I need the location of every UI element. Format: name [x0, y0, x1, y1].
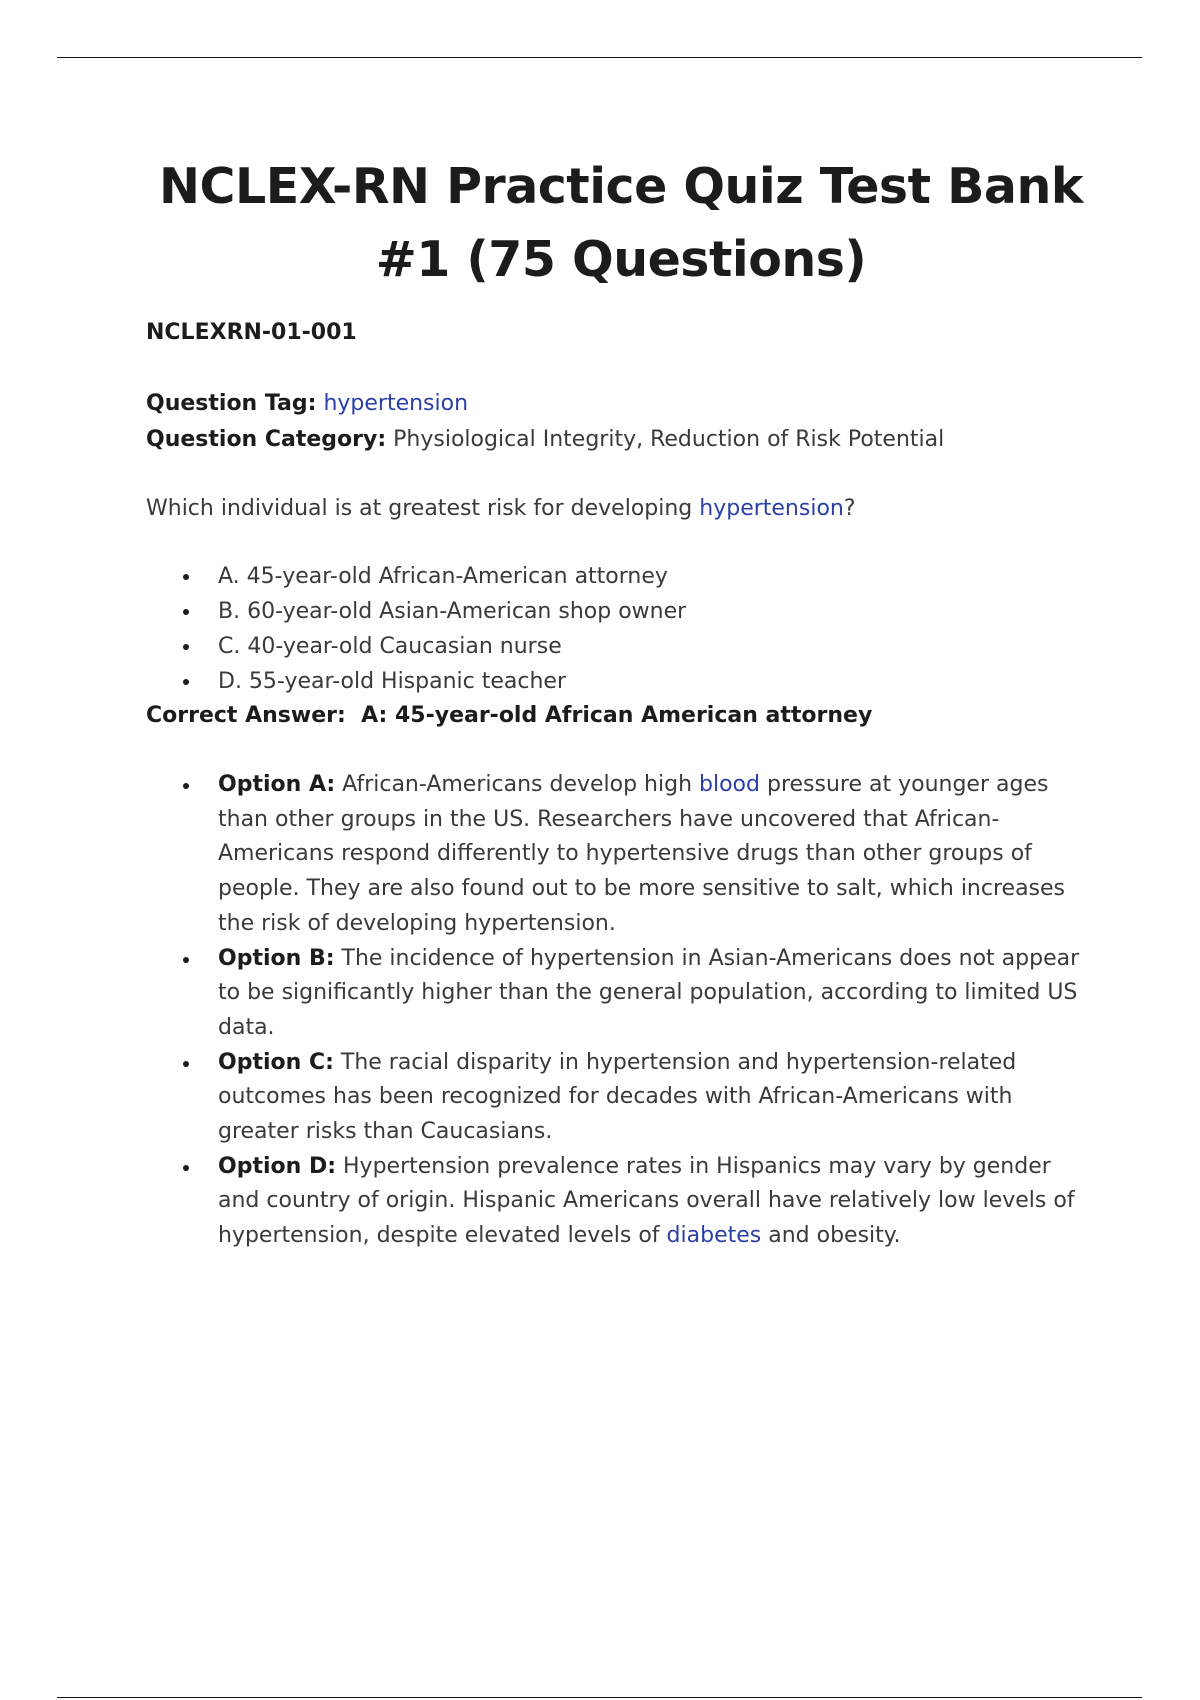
page-title: NCLEX-RN Practice Quiz Test Bank #1 (75 Questions)	[159, 158, 1083, 288]
rationale-option-d	[146, 1150, 1096, 1254]
question-category-value: Physiological Integrity, Reduction of Risk Potential	[393, 427, 945, 452]
rationale-text: and obesity.	[761, 1223, 901, 1249]
question-category-label: Question Category:	[146, 427, 387, 452]
rationale-text: The incidence of hypertension in Asian-Americans does not appear to be significantly higher than the general population, according to limited US data.	[218, 945, 1080, 1040]
rationale-option-a	[146, 768, 1096, 942]
question-text-after: ?	[843, 496, 856, 521]
choice-a: A. 45-year-old African-American attorney	[146, 559, 1096, 594]
rationale-label: Option A:	[218, 772, 336, 797]
choice-c: C. 40-year-old Caucasian nurse	[146, 629, 1096, 664]
rationale-text: The racial disparity in hypertension and hypertension-related outcomes has been recognized for decades with African-Americans with greater risks than Caucasians.	[218, 1049, 1017, 1145]
question-text	[146, 492, 1096, 526]
rationale-label: Option D:	[218, 1153, 337, 1179]
answer-choices	[146, 559, 1096, 699]
question-category-row	[146, 422, 1096, 458]
rationale-list	[146, 768, 1096, 1254]
rationale-text: pressure at younger ages than other groups in the US. Researchers have uncovered that African-Americans respond differently to hypertensive drugs than other groups of people. They are also found out to be more sensitive to salt, which increases the risk of developing hypertension.	[218, 772, 1066, 936]
question-meta	[146, 386, 1096, 458]
question-tag-link[interactable]: hypertension	[323, 391, 469, 416]
rationale-option-b	[146, 942, 1096, 1046]
top-divider	[57, 57, 1142, 58]
hypertension-link[interactable]: hypertension	[699, 496, 844, 521]
document-body	[146, 150, 1096, 1254]
rationale-label: Option B:	[218, 945, 335, 971]
choice-d: D. 55-year-old Hispanic teacher	[146, 664, 1096, 699]
question-tag-row	[146, 386, 1096, 422]
question-tag-label: Question Tag:	[146, 391, 317, 416]
blood-link[interactable]: blood	[699, 772, 760, 797]
diabetes-link[interactable]: diabetes	[666, 1223, 762, 1249]
bottom-divider	[57, 1697, 1142, 1698]
rationale-label: Option C:	[218, 1049, 334, 1075]
question-text-before: Which individual is at greatest risk for developing	[146, 496, 700, 521]
choice-b: B. 60-year-old Asian-American shop owner	[146, 594, 1096, 629]
rationale-text: Hypertension prevalence rates in Hispanics may vary by gender and country of origin. Hispanic Americans overall have relatively low levels of hypertension, despite elevated levels of	[218, 1153, 1075, 1249]
rationale-text: African-Americans develop high	[335, 772, 700, 797]
correct-answer: Correct Answer: A: 45-year-old African American attorney	[146, 703, 873, 728]
question-id: NCLEXRN-01-001	[146, 320, 357, 345]
rationale-option-c	[146, 1046, 1096, 1150]
